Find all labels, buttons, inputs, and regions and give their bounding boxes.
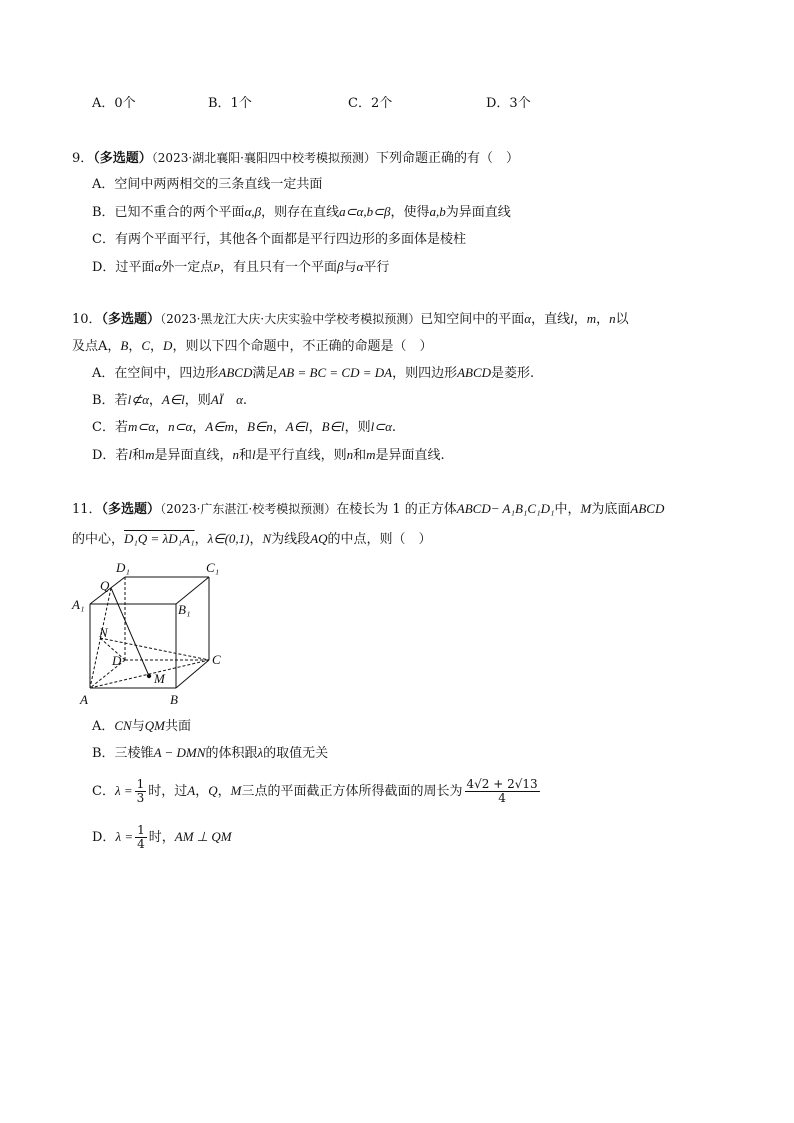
q10-a-m2: AB = BC = CD = DA: [278, 365, 393, 380]
label-d: D: [112, 653, 122, 668]
q10-source: （2023·黑龙江大庆·大庆实验中学校考模拟预测）: [160, 312, 421, 326]
q10-c-sep1: ，: [155, 420, 169, 435]
q8-option-d: D．3个: [486, 96, 531, 111]
q10-d-t3: 是异面直线，: [154, 448, 233, 463]
q11-a-m2: QM: [144, 718, 165, 733]
q10-a-t4: 是菱形.: [491, 366, 535, 381]
label-c1: C₁: [206, 560, 220, 575]
q10-line2-text2: ，则以下四个命题中，不正确的命题是（ ）: [172, 339, 433, 354]
label-b: B: [170, 692, 178, 707]
q8-option-c: C．2个: [348, 96, 393, 111]
q11-c-q: Q: [208, 783, 218, 798]
q10-c-t2: ，则: [344, 420, 371, 435]
q9-question: 下列命题正确的有（ ）: [375, 151, 519, 166]
q9-b-math1: α,β: [244, 204, 262, 219]
q10-c-m6: B∈l: [321, 419, 345, 434]
q11-d-frac: [135, 824, 147, 851]
q11-c-m: M: [230, 783, 242, 798]
q11-source: （2023·广东湛江·校考模拟预测）: [160, 502, 337, 516]
q10-d-t4: 和: [238, 448, 252, 463]
q10-d-m2: m: [366, 447, 376, 462]
q11-l2-d: 为线段: [271, 532, 311, 547]
q10-b-m2: A∈l: [161, 392, 185, 407]
q10-c-sep3: ，: [233, 420, 247, 435]
q10-c-end: .: [391, 420, 397, 435]
q11-b-t2: 的体积跟: [205, 746, 258, 761]
q10-a-t1: A．在空间中，四边形: [92, 366, 219, 381]
q10-c-m4: B∈n: [246, 419, 273, 434]
q11-c-sep2: ，: [217, 784, 231, 799]
q9-tag: （多选题）: [93, 151, 152, 166]
q11-abcd: ABCD: [630, 501, 665, 516]
q10-d-n2: n: [346, 447, 354, 462]
q11-option-a: [92, 717, 191, 736]
q9-option-d: [92, 258, 389, 277]
q9-d-math2: P: [213, 262, 221, 274]
q10-option-d: [92, 446, 445, 465]
q10-c-sep4: ，: [272, 420, 286, 435]
q11-stem-t3: 为底面: [591, 502, 631, 517]
q11-a-t2: 与: [131, 719, 145, 734]
q11-l2-b: ，: [194, 532, 208, 547]
q10-point-b: B: [120, 338, 129, 353]
q9-b-text3: ，使得: [390, 205, 430, 220]
q10-stem-text3: 以: [615, 312, 629, 327]
q9-option-b: [92, 203, 511, 222]
q10-comma2: ，: [596, 312, 610, 327]
q11-a-m1: CN: [114, 718, 132, 733]
q10-c-m7: l⊂α: [370, 419, 392, 434]
q11-stem: [72, 500, 664, 519]
q9-d-text3: ，有且只有一个平面: [220, 260, 338, 275]
q10-c-m3: A∈m: [205, 419, 234, 434]
q11-d-frac-den: 4: [137, 837, 145, 851]
q11-c-t3: 三点的平面截正方体所得截面的周长为: [241, 784, 463, 799]
q10-stem: [72, 310, 629, 329]
q11-lambda-range: λ∈(0,1): [207, 531, 250, 546]
q11-c-t2: 时，过: [148, 784, 188, 799]
q11-stem-line2: [72, 530, 432, 549]
q11-tag: （多选题）: [101, 502, 161, 517]
q9-option-a-text: A．空间中两两相交的三条直线一定共面: [92, 177, 323, 192]
q9-b-text4: 为异面直线: [445, 205, 511, 220]
q9-b-math2: a⊂α,b⊂β: [339, 204, 391, 219]
q11-c-frac-den: 3: [136, 791, 145, 805]
q11-option-b: [92, 744, 328, 763]
q10-c-m1: m⊂α: [127, 419, 156, 434]
q10-d-l2: l: [252, 447, 256, 462]
q10-c-m2: n⊂α: [168, 419, 193, 434]
q10-b-m3: AÏ α: [210, 392, 243, 407]
q11-c-frac-num: 1: [136, 777, 145, 791]
q11-l2-a: 的中心，: [72, 532, 125, 547]
q10-d-t5: 是平行直线，则: [255, 448, 347, 463]
q8-option-a: A．0个: [92, 96, 136, 111]
label-c: C: [212, 652, 221, 667]
q11-d-math: AM ⊥ QM: [174, 829, 232, 844]
q11-stem-t1: 在棱长为 1 的正方体: [336, 502, 457, 517]
q10-l: l: [570, 311, 574, 326]
q11-c-t1: C．: [92, 784, 115, 799]
q11-a-t1: A．: [92, 719, 115, 734]
q11-c-a: A: [187, 783, 196, 798]
q11-b-t1: B．三棱锥: [92, 746, 154, 761]
q10-c-m5: A∈l: [285, 419, 309, 434]
q9-d-text1: D．过平面: [92, 260, 155, 275]
q11-c-perimeter-den: 4: [498, 791, 506, 805]
q10-b-t2: ，则: [184, 393, 211, 408]
q11-c-sep1: ，: [195, 784, 209, 799]
q10-d-m: m: [145, 447, 155, 462]
q11-a-t3: 共面: [164, 719, 191, 734]
q11-c-lam: λ =: [114, 783, 133, 798]
q9-option-c-text: C．有两个平面平行，其他各个面都是平行四边形的多面体是棱柱: [92, 232, 466, 247]
q10-comma4: ，: [150, 339, 164, 354]
q10-point-d: D: [163, 338, 173, 353]
q10-d-t6: 和: [353, 448, 367, 463]
q11-l2-e: 的中点，则（ ）: [327, 532, 432, 547]
label-m: M: [154, 671, 165, 686]
cube-figure: [66, 556, 236, 712]
q10-stem-text2: ，直线: [531, 312, 571, 327]
q11-b-t3: 的取值无关: [263, 746, 329, 761]
q10-option-a: [92, 364, 534, 383]
q11-m: M: [580, 501, 592, 516]
q9-d-text5: 平行: [363, 260, 390, 275]
q10-b-t1: B．若: [92, 393, 128, 408]
q11-d-lam: λ =: [115, 829, 134, 844]
q10-n: n: [609, 311, 616, 326]
q9-option-c: [92, 231, 466, 249]
q11-c-perimeter-num: 4√2 + 2√13: [466, 777, 538, 791]
q11-cube: ABCD− A₁B₁C₁D₁: [456, 501, 555, 516]
q9-d-text4: 与: [343, 260, 357, 275]
q11-d-frac-num: 1: [137, 823, 145, 837]
q11-b-m2: λ: [257, 745, 264, 760]
label-a: A: [80, 692, 88, 707]
q11-stem-t2: 中，: [554, 502, 581, 517]
q10-c-t1: C．若: [92, 420, 128, 435]
q11-b-m1: A − DMN: [153, 745, 206, 760]
q10-line2-text: 及点A，: [72, 339, 121, 354]
q10-a-t2: 满足: [252, 366, 279, 381]
q10-a-m1: ABCD: [218, 365, 253, 380]
q10-tag: （多选题）: [101, 312, 161, 327]
label-q: Q: [100, 578, 110, 593]
q9-d-text2: 外一定点: [161, 260, 214, 275]
q11-option-c: [92, 776, 542, 807]
q8-option-b: B．1个: [208, 96, 252, 111]
q9-option-a: [92, 176, 322, 194]
q10-point-c: C: [141, 338, 151, 353]
q10-stem-line2: [72, 337, 432, 356]
q10-option-b: [92, 391, 247, 410]
q11-d-t1: D．: [92, 830, 116, 845]
q11-vector-eq: D₁Q = λD₁A₁: [124, 531, 195, 546]
edge-b1c1: [176, 577, 209, 604]
q10-d-t7: 是异面直线.: [375, 448, 445, 463]
q9-b-text1: B．已知不重合的两个平面: [92, 205, 245, 220]
q10-b-sep: ，: [148, 393, 162, 408]
label-b1: B₁: [178, 602, 191, 617]
q10-comma3: ，: [128, 339, 142, 354]
q9-number: 9．: [72, 151, 94, 166]
label-a1: A₁: [72, 597, 85, 612]
q9-b-text2: ，则存在直线: [261, 205, 340, 220]
q9-d-math1: α: [154, 259, 162, 274]
label-d1: D₁: [116, 560, 130, 575]
q9-d-math3: β: [337, 259, 344, 274]
q11-option-d: [92, 822, 232, 853]
q10-stem-text1: 已知空间中的平面: [420, 312, 525, 327]
q10-comma1: ，: [573, 312, 587, 327]
q10-d-t1: D．若: [92, 448, 129, 463]
q10-b-m1: l⊄α: [127, 392, 149, 407]
q10-d-n: n: [232, 447, 239, 462]
q10-d-t2: 和: [132, 448, 146, 463]
q11-l2-c: ，: [249, 532, 263, 547]
q10-m: m: [586, 311, 597, 326]
q10-c-sep5: ，: [308, 420, 322, 435]
point-m-dot: [147, 674, 151, 678]
q11-c-frac: [135, 778, 147, 805]
q10-c-sep2: ，: [192, 420, 206, 435]
q10-a-t3: ，则四边形: [392, 366, 458, 381]
q10-alpha: α: [524, 311, 532, 326]
q10-d-l: l: [128, 447, 133, 462]
q10-a-m3: ABCD: [457, 365, 492, 380]
q11-c-perimeter-frac: [465, 778, 540, 805]
q11-d-t2: 时，: [148, 830, 175, 845]
q9-source: （2023·湖北襄阳·襄阳四中校考模拟预测）: [151, 151, 376, 165]
q10-option-c: [92, 418, 396, 437]
q10-number: 10．: [72, 312, 102, 327]
q9-d-math4: α: [356, 259, 364, 274]
q11-n: N: [262, 531, 272, 546]
q9-b-math3: a,b: [429, 204, 446, 219]
label-n: N: [99, 625, 108, 640]
q11-aq: AQ: [310, 531, 328, 546]
q9-stem: [72, 149, 519, 168]
q11-number: 11．: [72, 502, 102, 517]
q10-b-end: .: [242, 393, 248, 408]
